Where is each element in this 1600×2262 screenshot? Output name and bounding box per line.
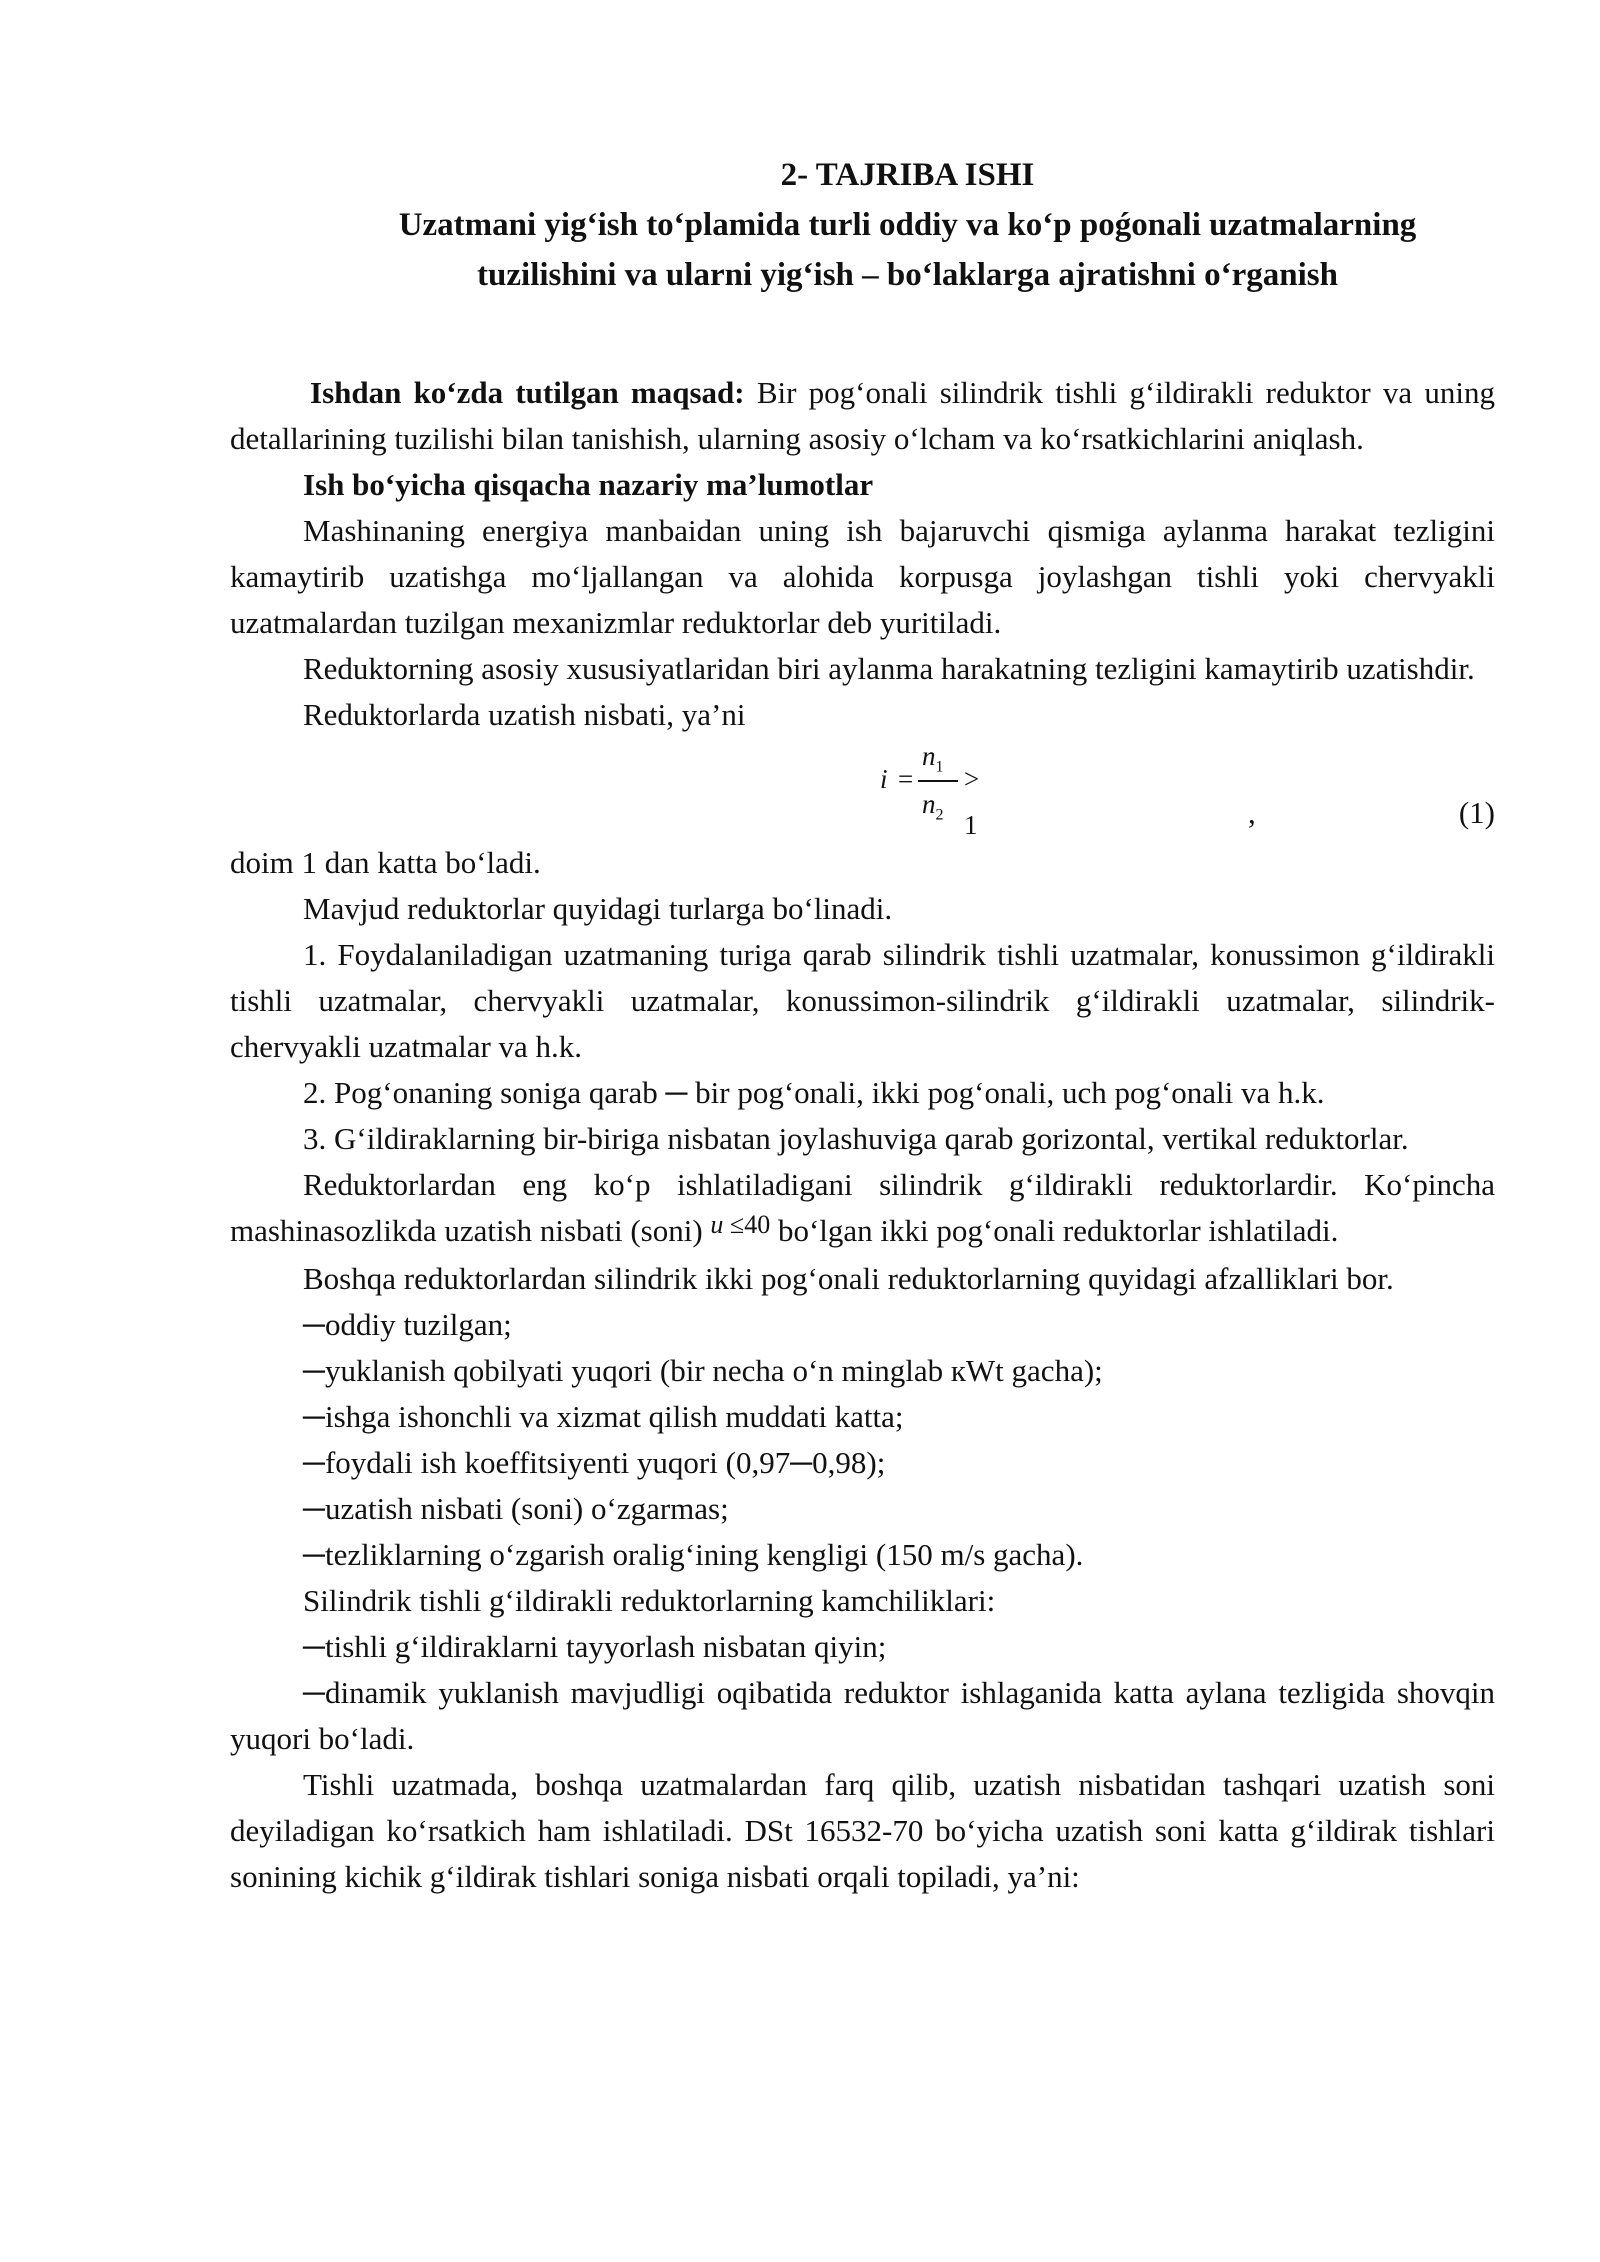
paragraph-advantages-intro: Boshqa reduktorlardan silindrik ikki pog‘onali reduktorlarning quyidagi afzalliklari bor. [303, 1261, 1394, 1296]
formula-fraction [916, 738, 958, 828]
document-page [230, 150, 1495, 1900]
list-item: ─uzatish nisbati (soni) o‘zgarmas; [303, 1491, 729, 1526]
paragraph-gear-ratio: Tishli uzatmada, boshqa uzatmalardan farq qilib, uzatish nisbatidan tashqari uzatish soni deyiladigan ko‘rsatkich ham ishlatiladi. DSt 16532-70 bo‘yicha uzatish soni katta g‘ildirak tishlari sonining kichik g‘ildirak tishlari soniga nisbati orqali topiladi, ya’ni: [230, 1767, 1495, 1894]
purpose-text: Bir pog‘onali silindrik tishli g‘ildirakli reduktor va uning detallarining tuzilishi bilan tanishish, ularning asosiy o‘lcham va ko‘rsatkichlarini aniqlash. [230, 375, 1495, 456]
theory-heading-text: Ish bo‘yicha qisqacha nazariy ma’lumotlar [303, 467, 874, 502]
formula-equals: = [898, 764, 914, 794]
list-item-type-1: 1. Foydalaniladigan uzatmaning turiga qarab silindrik tishli uzatmalar, konussimon g‘ildirakli tishli uzatmalar, chervyakli uzatmalar, konussimon-silindrik g‘ildirakli uzatmalar, silindrik-chervyakli uzatmalar va h.k. [230, 937, 1495, 1064]
advantages-list [230, 1302, 1495, 1578]
formula-rhs: > 1 [964, 764, 980, 840]
list-item: ─tezliklarning o‘zgarish oralig‘ining kengligi (150 m/s gacha). [303, 1537, 1084, 1572]
paragraph-main-feature: Reduktorning asosiy xususiyatlaridan biri aylanma harakatning tezligini kamaytirib uzatishdir. [303, 651, 1475, 686]
paragraph-common-reducers: Reduktorlardan eng ko‘p ishlatiladigani silindrik g‘ildirakli reduktorlardir. Ko‘pincha mashinasozlikda uzatish nisbati (soni) $^{u \le 40}$ bo‘lgan ikki pog‘onali reduktorlar ishlatiladi. [230, 1167, 1495, 1248]
equation-number: (1) [1458, 795, 1495, 830]
formula-lhs: i [880, 764, 888, 794]
lab-number-heading: 2- TAJRIBA ISHI [780, 157, 1035, 193]
lab-title-line-1: Uzatmani yig‘ish to‘plamida turli oddiy va ko‘p poǵonali uzatmalarning [398, 207, 1417, 243]
list-item: ─oddiy tuzilgan; [303, 1307, 512, 1342]
paragraph-types-intro: Mavjud reduktorlar quyidagi turlarga bo‘linadi. [303, 891, 893, 926]
title-block [230, 150, 1495, 300]
list-item-type-3: 3. G‘ildiraklarning bir-biriga nisbatan joylashuviga qarab gorizontal, vertikal reduktorlar. [303, 1121, 1409, 1156]
list-item: ─yuklanish qobilyati yuqori (bir necha o‘n minglab кWt gacha); [303, 1353, 1103, 1388]
formula-row [230, 738, 1495, 840]
purpose-label: Ishdan ko‘zda tutilgan maqsad: [310, 375, 745, 410]
paragraph-definition: Mashinaning energiya manbaidan uning ish bajaruvchi qismiga aylanma harakat tezligini kamaytirib uzatishga mo‘ljallangan va alohida korpusga joylashgan tishli yoki chervyakli uzatmalardan tuzilgan mexanizmlar reduktorlar deb yuritiladi. [230, 513, 1495, 640]
list-item: ─dinamik yuklanish mavjudligi oqibatida reduktor ishlaganida katta aylana tezligida shovqin yuqori bo‘ladi. [230, 1675, 1495, 1756]
purpose-paragraph [230, 370, 1495, 462]
paragraph-ratio-conclusion: doim 1 dan katta bo‘ladi. [230, 845, 541, 880]
formula-comma: , [1248, 795, 1256, 830]
paragraph-disadvantages-intro: Silindrik tishli g‘ildirakli reduktorlarning kamchiliklari: [303, 1583, 996, 1618]
list-item: ─foydali ish koeffitsiyenti yuqori (0,97─0,98); [303, 1445, 886, 1480]
list-item: ─tishli g‘ildiraklarni tayyorlash nisbatan qiyin; [303, 1629, 887, 1664]
disadvantages-list [230, 1624, 1495, 1762]
list-item: ─ishga ishonchli va xizmat qilish muddati katta; [303, 1399, 904, 1434]
inequality-u-le-40: u ≤40 [710, 1210, 771, 1239]
fraction-bar [918, 780, 958, 782]
formula-numerator: $n_1$ [922, 741, 944, 776]
lab-title-line-2: tuzilishini va ularni yig‘ish – bo‘laklarga ajratishni o‘rganish [477, 257, 1338, 293]
formula-denominator: $n_2$ [922, 789, 944, 824]
paragraph-ratio-intro: Reduktorlarda uzatish nisbati, ya’ni [303, 697, 746, 732]
theory-heading [230, 462, 1495, 508]
list-item-type-2: 2. Pog‘onaning soniga qarab ─ bir pog‘onali, ikki pog‘onali, uch pog‘onali va h.k. [303, 1075, 1325, 1110]
